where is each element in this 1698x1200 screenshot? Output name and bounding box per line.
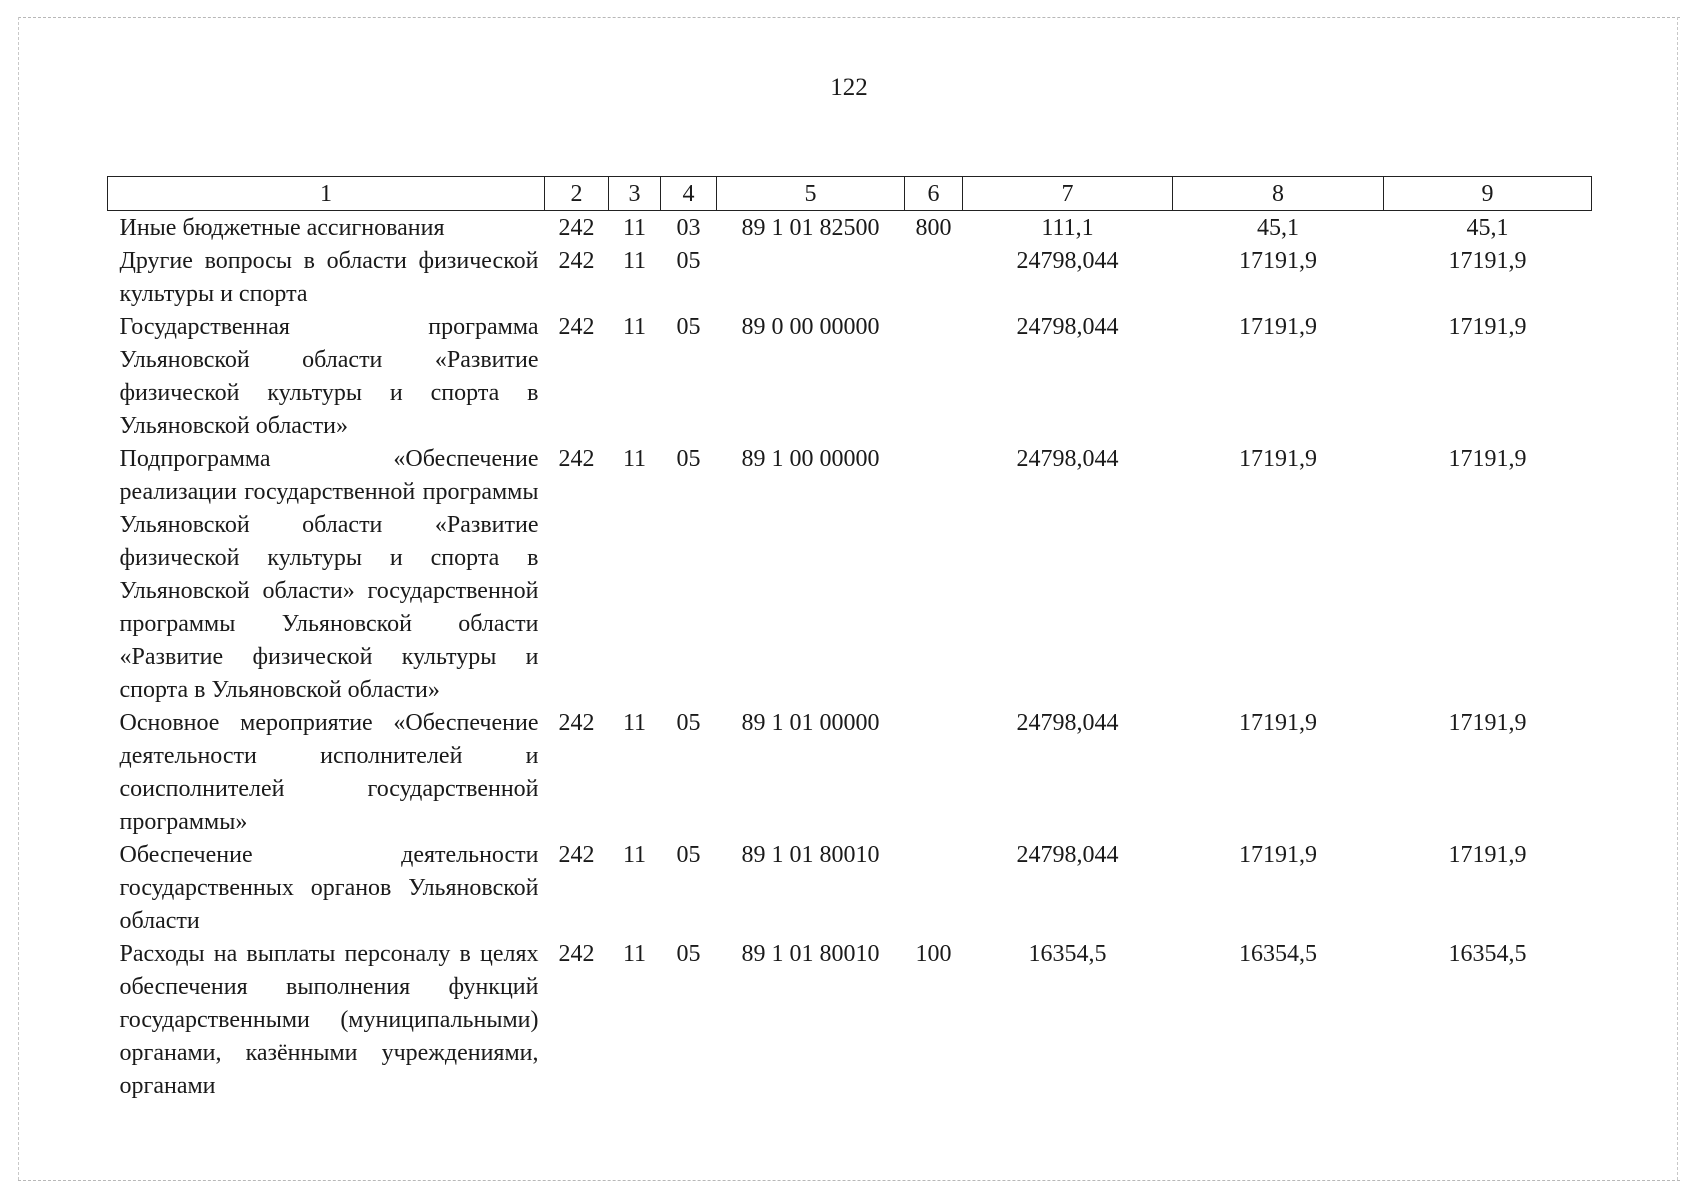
col-3-cell: 11: [622, 710, 647, 736]
col-6-cell: 800: [915, 215, 952, 241]
col-7-cell: 24798,044: [1016, 842, 1119, 868]
col-6-cell: [905, 245, 963, 311]
row-name: Подпрограмма «Обеспечение реализации государственной программы Ульяновской области «Развитие физической культуры и спорта в Ульяновской области» государственной программы Ульяновской области «Развитие физической культуры и спорта в Ульяновской области»: [119, 446, 539, 703]
col-5-cell: 89 1 00 00000: [741, 446, 880, 472]
scan-frame-right: [1677, 17, 1678, 1180]
col-8-cell: 17191,9: [1239, 710, 1317, 736]
col-8-cell: 17191,9: [1239, 314, 1317, 340]
page-number: 122: [830, 74, 868, 101]
col-7-cell: 24798,044: [1016, 248, 1119, 274]
col-5-cell: 89 1 01 82500: [741, 215, 880, 241]
col-4-cell: 05: [676, 248, 701, 274]
table-row: [108, 839, 1592, 938]
header-cell: 3: [609, 177, 661, 211]
col-6-cell: [905, 311, 963, 443]
col-4-cell: 05: [676, 446, 701, 472]
col-5-cell: 89 1 01 80010: [741, 842, 880, 868]
col-8-cell: 17191,9: [1239, 446, 1317, 472]
col-6-cell: 100: [915, 941, 952, 967]
col-4-cell: 05: [676, 842, 701, 868]
col-3-cell: 11: [622, 215, 647, 241]
row-name: Государственная программа Ульяновской области «Развитие физической культуры и спорта в Ульяновской области»: [119, 314, 539, 439]
col-7-cell: 24798,044: [1016, 446, 1119, 472]
col-7-cell: 111,1: [1041, 215, 1094, 241]
header-cell: 9: [1384, 177, 1592, 211]
col-9-cell: 17191,9: [1448, 710, 1527, 736]
col-9-cell: 17191,9: [1448, 248, 1527, 274]
row-name: Другие вопросы в области физической культуры и спорта: [119, 248, 539, 307]
col-9-cell: 45,1: [1466, 215, 1509, 241]
col-3-cell: 11: [622, 941, 647, 967]
header-row: [108, 177, 1592, 211]
col-6-cell: [905, 839, 963, 938]
col-5-cell: 89 1 01 00000: [741, 710, 880, 736]
col-6-cell: [905, 443, 963, 707]
scan-frame-bottom: [18, 1180, 1680, 1181]
col-2-cell: 242: [558, 941, 595, 967]
col-7-cell: 24798,044: [1016, 710, 1119, 736]
col-2-cell: 242: [558, 446, 595, 472]
col-3-cell: 11: [622, 842, 647, 868]
header-cell: 4: [661, 177, 717, 211]
col-5-cell: 89 1 01 80010: [741, 941, 880, 967]
row-name: Обеспечение деятельности государственных органов Ульяновской области: [119, 842, 539, 934]
row-name: Основное мероприятие «Обеспечение деятельности исполнителей и соисполнителей государственной программы»: [119, 710, 539, 835]
header-cell: 6: [905, 177, 963, 211]
scan-frame-top: [18, 17, 1680, 18]
col-2-cell: 242: [558, 248, 595, 274]
col-3-cell: 11: [622, 248, 647, 274]
col-8-cell: 17191,9: [1239, 842, 1317, 868]
table-row: [108, 245, 1592, 311]
col-4-cell: 05: [676, 941, 701, 967]
col-8-cell: 45,1: [1257, 215, 1299, 241]
header-cell: 2: [545, 177, 609, 211]
table-row: [108, 938, 1592, 1103]
header-cell: 7: [963, 177, 1173, 211]
table-row: [108, 443, 1592, 707]
budget-table: [107, 176, 1592, 1103]
col-5-cell: [717, 245, 905, 311]
col-9-cell: 17191,9: [1448, 842, 1527, 868]
header-cell: 8: [1173, 177, 1384, 211]
col-2-cell: 242: [558, 215, 595, 241]
col-9-cell: 17191,9: [1448, 446, 1527, 472]
col-8-cell: 17191,9: [1239, 248, 1317, 274]
col-4-cell: 05: [676, 314, 701, 340]
table-row: [108, 707, 1592, 839]
col-4-cell: 03: [676, 215, 701, 241]
col-8-cell: 16354,5: [1239, 941, 1317, 967]
scan-frame-left: [18, 17, 19, 1180]
col-2-cell: 242: [558, 710, 595, 736]
col-2-cell: 242: [558, 842, 595, 868]
col-6-cell: [905, 707, 963, 839]
row-name: Иные бюджетные ассигнования: [119, 215, 445, 241]
col-7-cell: 24798,044: [1016, 314, 1119, 340]
table-row: [108, 311, 1592, 443]
header-cell: 1: [108, 177, 545, 211]
table-row: [108, 211, 1592, 246]
col-3-cell: 11: [622, 446, 647, 472]
col-7-cell: 16354,5: [1028, 941, 1107, 967]
col-3-cell: 11: [622, 314, 647, 340]
header-cell: 5: [717, 177, 905, 211]
col-9-cell: 17191,9: [1448, 314, 1527, 340]
row-name: Расходы на выплаты персоналу в целях обеспечения выполнения функций государственными (муниципальными) органами, казёнными учреждениями, органами: [119, 941, 539, 1099]
col-9-cell: 16354,5: [1448, 941, 1527, 967]
col-2-cell: 242: [558, 314, 595, 340]
col-5-cell: 89 0 00 00000: [741, 314, 880, 340]
col-4-cell: 05: [676, 710, 701, 736]
